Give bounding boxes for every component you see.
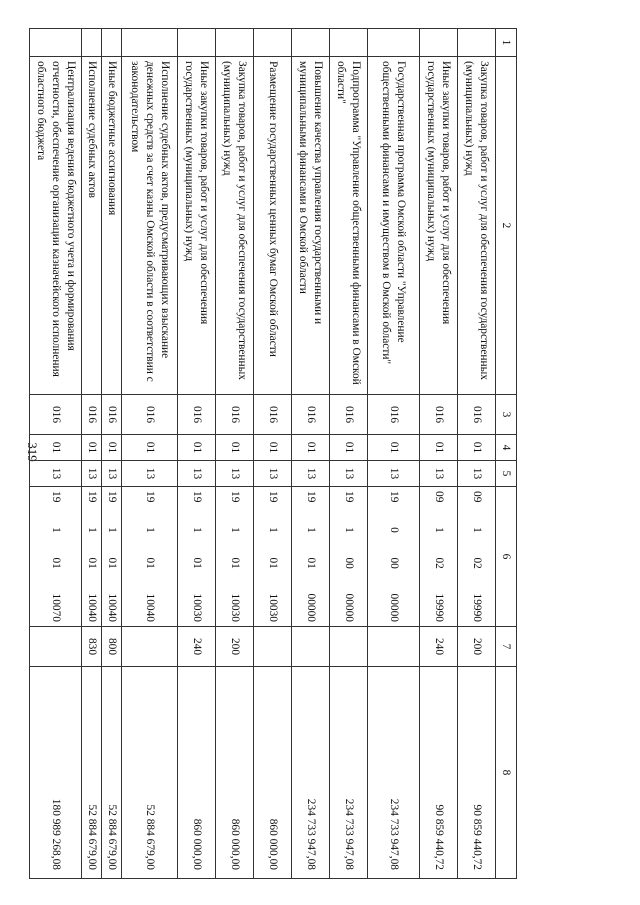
admin-code-cell: 016: [122, 395, 178, 435]
header-cell-2: 2: [496, 57, 517, 395]
header-cell-4: 4: [496, 435, 517, 461]
subsection-code-cell: 13: [330, 461, 368, 487]
table-row: [216, 29, 254, 879]
target-article-program: 19: [343, 491, 355, 503]
expense-type-cell: [30, 627, 82, 667]
target-article-subprogram: 1: [106, 527, 118, 533]
amount-cell: 234 733 947,08: [368, 667, 420, 879]
amount-cell: 234 733 947,08: [330, 667, 368, 879]
subsection-code-cell: 13: [368, 461, 420, 487]
target-article-activity: 01: [191, 557, 203, 569]
target-article-program: 19: [229, 491, 241, 503]
expense-type-cell: [122, 627, 178, 667]
target-article-program: 09: [471, 491, 483, 503]
row-description: Государственная программа Омской области "Управление общественными финансами и имуществом в Омской области": [368, 57, 420, 395]
row-description: Размещение государственных ценных бумаг Омской области: [254, 57, 292, 395]
target-article-program: 19: [86, 491, 98, 503]
subsection-code-cell: 13: [102, 461, 122, 487]
target-article-subprogram: 1: [50, 527, 62, 533]
page-number: 319: [25, 442, 40, 462]
row-description: Иные закупки товаров, работ и услуг для обеспечения государственных (муниципальных) нужд: [178, 57, 216, 395]
row-number-cell: [102, 29, 122, 57]
target-article-program: 19: [144, 491, 156, 503]
admin-code-cell: 016: [216, 395, 254, 435]
header-cell-1: 1: [496, 29, 517, 57]
target-article-cell: [330, 487, 368, 627]
section-code-cell: 01: [178, 435, 216, 461]
amount-cell: 234 733 947,08: [292, 667, 330, 879]
target-article-direction: 10070: [50, 593, 62, 622]
admin-code-cell: 016: [30, 395, 82, 435]
row-number-cell: [254, 29, 292, 57]
target-article-subprogram: 1: [343, 527, 355, 533]
section-code-cell: 01: [458, 435, 496, 461]
target-article-activity: 01: [50, 557, 62, 569]
target-article-cell: [178, 487, 216, 627]
section-code-cell: 01: [254, 435, 292, 461]
table-row: [420, 29, 458, 879]
target-article-code: [431, 489, 446, 624]
table-row: [30, 29, 82, 879]
target-article-program: 19: [50, 491, 62, 503]
header-cell-6: 6: [496, 487, 517, 627]
table-row: [102, 29, 122, 879]
target-article-code: [303, 489, 318, 624]
target-article-activity: 02: [433, 557, 445, 569]
target-article-cell: [102, 487, 122, 627]
target-article-cell: [30, 487, 82, 627]
header-cell-3: 3: [496, 395, 517, 435]
target-article-code: [104, 489, 119, 624]
admin-code-cell: 016: [458, 395, 496, 435]
target-article-subprogram: 1: [144, 527, 156, 533]
admin-code-cell: 016: [102, 395, 122, 435]
target-article-program: 19: [191, 491, 203, 503]
target-article-code: [142, 489, 157, 624]
amount-cell: 180 989 268,08: [30, 667, 82, 879]
row-number-cell: [420, 29, 458, 57]
target-article-cell: [216, 487, 254, 627]
table-row: [368, 29, 420, 879]
target-article-direction: 10040: [144, 593, 156, 622]
row-description: Иные бюджетные ассигнования: [102, 57, 122, 395]
target-article-direction: 10040: [106, 593, 118, 622]
target-article-cell: [122, 487, 178, 627]
target-article-activity: 01: [106, 557, 118, 569]
row-number-cell: [30, 29, 82, 57]
expense-type-cell: [330, 627, 368, 667]
table-row: [82, 29, 102, 879]
section-code-cell: 01: [292, 435, 330, 461]
expense-type-cell: [254, 627, 292, 667]
subsection-code-cell: 13: [30, 461, 82, 487]
subsection-code-cell: 13: [458, 461, 496, 487]
target-article-program: 19: [267, 491, 279, 503]
subsection-code-cell: 13: [82, 461, 102, 487]
expense-type-cell: 240: [178, 627, 216, 667]
target-article-activity: 02: [471, 557, 483, 569]
admin-code-cell: 016: [420, 395, 458, 435]
row-description: Закупка товаров, работ и услуг для обеспечения государственных (муниципальных) нужд: [216, 57, 254, 395]
target-article-cell: [458, 487, 496, 627]
target-article-cell: [254, 487, 292, 627]
amount-cell: 52 884 679,00: [122, 667, 178, 879]
target-article-subprogram: 1: [267, 527, 279, 533]
row-number-cell: [292, 29, 330, 57]
target-article-code: [84, 489, 99, 624]
subsection-code-cell: 13: [122, 461, 178, 487]
expense-type-cell: [292, 627, 330, 667]
section-code-cell: 01: [330, 435, 368, 461]
amount-cell: 90 859 440,72: [420, 667, 458, 879]
table-row: [254, 29, 292, 879]
amount-cell: 860 000,00: [216, 667, 254, 879]
amount-cell: 860 000,00: [178, 667, 216, 879]
target-article-code: [386, 489, 401, 624]
header-cell-7: 7: [496, 627, 517, 667]
target-article-activity: 00: [388, 557, 400, 569]
amount-cell: 90 859 440,72: [458, 667, 496, 879]
section-code-cell: 01: [216, 435, 254, 461]
target-article-activity: 01: [229, 557, 241, 569]
header-cell-8: 8: [496, 667, 517, 879]
subsection-code-cell: 13: [178, 461, 216, 487]
target-article-subprogram: 1: [191, 527, 203, 533]
target-article-subprogram: 1: [433, 527, 445, 533]
section-code-cell: 01: [368, 435, 420, 461]
target-article-activity: 01: [86, 557, 98, 569]
row-description: Повышение качества управления государственными и муниципальными финансами в Омской области: [292, 57, 330, 395]
row-description: Исполнение судебных актов, предусматривающих взыскание денежных средств за счет казны Омской области в соответствии с законодательством: [122, 57, 178, 395]
target-article-activity: 01: [267, 557, 279, 569]
subsection-code-cell: 13: [216, 461, 254, 487]
section-code-cell: 01: [420, 435, 458, 461]
target-article-code: [189, 489, 204, 624]
subsection-code-cell: 13: [420, 461, 458, 487]
target-article-direction: 19990: [433, 593, 445, 622]
target-article-activity: 01: [305, 557, 317, 569]
expense-type-cell: 800: [102, 627, 122, 667]
table-row: [458, 29, 496, 879]
expense-type-cell: [368, 627, 420, 667]
target-article-program: 19: [305, 491, 317, 503]
section-code-cell: 01: [102, 435, 122, 461]
target-article-program: 19: [388, 491, 400, 503]
target-article-code: [48, 489, 63, 624]
row-number-cell: [178, 29, 216, 57]
table-row: [292, 29, 330, 879]
row-description: Подпрограмма "Управление общественными финансами в Омской области": [330, 57, 368, 395]
target-article-subprogram: 1: [305, 527, 317, 533]
target-article-code: [469, 489, 484, 624]
target-article-direction: 10040: [86, 593, 98, 622]
amount-cell: 52 884 679,00: [82, 667, 102, 879]
row-number-cell: [82, 29, 102, 57]
target-article-cell: [82, 487, 102, 627]
row-number-cell: [330, 29, 368, 57]
target-article-cell: [420, 487, 458, 627]
target-article-activity: 00: [343, 557, 355, 569]
rotated-page: [35, 28, 517, 878]
target-article-subprogram: 0: [388, 527, 400, 533]
target-article-code: [341, 489, 356, 624]
row-number-cell: [122, 29, 178, 57]
table-row: [122, 29, 178, 879]
target-article-direction: 10030: [191, 593, 203, 622]
target-article-subprogram: 1: [86, 527, 98, 533]
table-row: [178, 29, 216, 879]
header-row: [496, 29, 517, 879]
admin-code-cell: 016: [368, 395, 420, 435]
section-code-cell: 01: [122, 435, 178, 461]
target-article-program: 09: [433, 491, 445, 503]
row-description: Централизация ведения бюджетного учета и формирования отчетности, обеспечение организации казначейского исполнения областного бюджета: [30, 57, 82, 395]
target-article-direction: 00000: [343, 593, 355, 622]
row-description: Закупка товаров, работ и услуг для обеспечения государственных (муниципальных) нужд: [458, 57, 496, 395]
expense-type-cell: 830: [82, 627, 102, 667]
section-code-cell: 01: [82, 435, 102, 461]
amount-cell: 52 884 679,00: [102, 667, 122, 879]
expense-type-cell: 240: [420, 627, 458, 667]
target-article-cell: [368, 487, 420, 627]
budget-table: [29, 28, 517, 879]
target-article-code: [265, 489, 280, 624]
admin-code-cell: 016: [254, 395, 292, 435]
target-article-cell: [292, 487, 330, 627]
target-article-direction: 19990: [471, 593, 483, 622]
admin-code-cell: 016: [292, 395, 330, 435]
subsection-code-cell: 13: [254, 461, 292, 487]
admin-code-cell: 016: [178, 395, 216, 435]
admin-code-cell: 016: [82, 395, 102, 435]
expense-type-cell: 200: [216, 627, 254, 667]
target-article-direction: 00000: [305, 593, 317, 622]
target-article-direction: 10030: [229, 593, 241, 622]
target-article-subprogram: 1: [229, 527, 241, 533]
section-code-cell: 01: [30, 435, 82, 461]
target-article-direction: 00000: [388, 593, 400, 622]
row-description: Иные закупки товаров, работ и услуг для обеспечения государственных (муниципальных) нужд: [420, 57, 458, 395]
row-number-cell: [368, 29, 420, 57]
target-article-subprogram: 1: [471, 527, 483, 533]
row-number-cell: [458, 29, 496, 57]
expense-type-cell: 200: [458, 627, 496, 667]
table-row: [330, 29, 368, 879]
subsection-code-cell: 13: [292, 461, 330, 487]
amount-cell: 860 000,00: [254, 667, 292, 879]
target-article-activity: 01: [144, 557, 156, 569]
header-cell-5: 5: [496, 461, 517, 487]
target-article-code: [227, 489, 242, 624]
target-article-program: 19: [106, 491, 118, 503]
row-number-cell: [216, 29, 254, 57]
row-description: Исполнение судебных актов: [82, 57, 102, 395]
admin-code-cell: 016: [330, 395, 368, 435]
target-article-direction: 10030: [267, 593, 279, 622]
